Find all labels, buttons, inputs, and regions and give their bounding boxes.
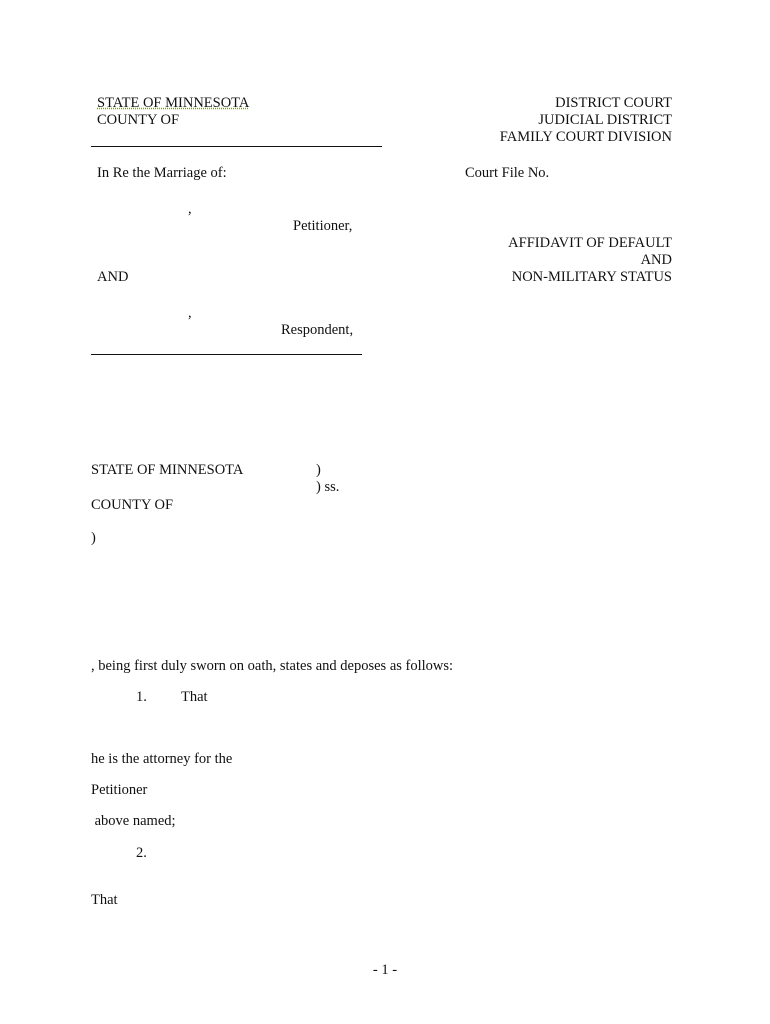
item-2-that: That xyxy=(91,892,118,908)
item-1-that: That xyxy=(181,689,208,705)
petitioner-label: Petitioner, xyxy=(293,218,353,234)
and-label: AND xyxy=(97,269,129,285)
document-title-line3: NON-MILITARY STATUS xyxy=(511,269,672,285)
party-name: Petitioner xyxy=(91,782,148,798)
page-number: - 1 - xyxy=(372,962,398,978)
affidavit-intro: , being first duly sworn on oath, states and deposes as follows: xyxy=(91,658,454,674)
caption-rule-top xyxy=(91,146,382,147)
above-named: above named; xyxy=(91,813,176,829)
court-name: DISTRICT COURT xyxy=(555,95,672,111)
venue-paren-2: ) xyxy=(91,530,96,546)
venue-county: COUNTY OF xyxy=(91,497,174,513)
court-file-label: Court File No. xyxy=(465,165,550,181)
attorney-statement: he is the attorney for the xyxy=(91,751,233,767)
venue-ss: ) ss. xyxy=(316,479,340,495)
respondent-name-comma: , xyxy=(188,305,192,321)
item-1-number: 1. xyxy=(136,689,147,705)
respondent-label: Respondent, xyxy=(281,322,354,338)
court-division: FAMILY COURT DIVISION xyxy=(499,129,672,145)
caption-county: COUNTY OF xyxy=(97,112,180,128)
caption-state: STATE OF MINNESOTA xyxy=(97,95,250,111)
venue-state: STATE OF MINNESOTA xyxy=(91,462,244,478)
item-2-number: 2. xyxy=(136,845,147,861)
petitioner-name-comma: , xyxy=(188,201,192,217)
caption-rule-bottom xyxy=(91,354,362,355)
in-re-label: In Re the Marriage of: xyxy=(97,165,227,181)
document-title-line2: AND xyxy=(640,252,672,268)
judicial-district: JUDICIAL DISTRICT xyxy=(538,112,672,128)
document-title-line1: AFFIDAVIT OF DEFAULT xyxy=(508,235,672,251)
venue-paren-1: ) xyxy=(316,462,321,478)
